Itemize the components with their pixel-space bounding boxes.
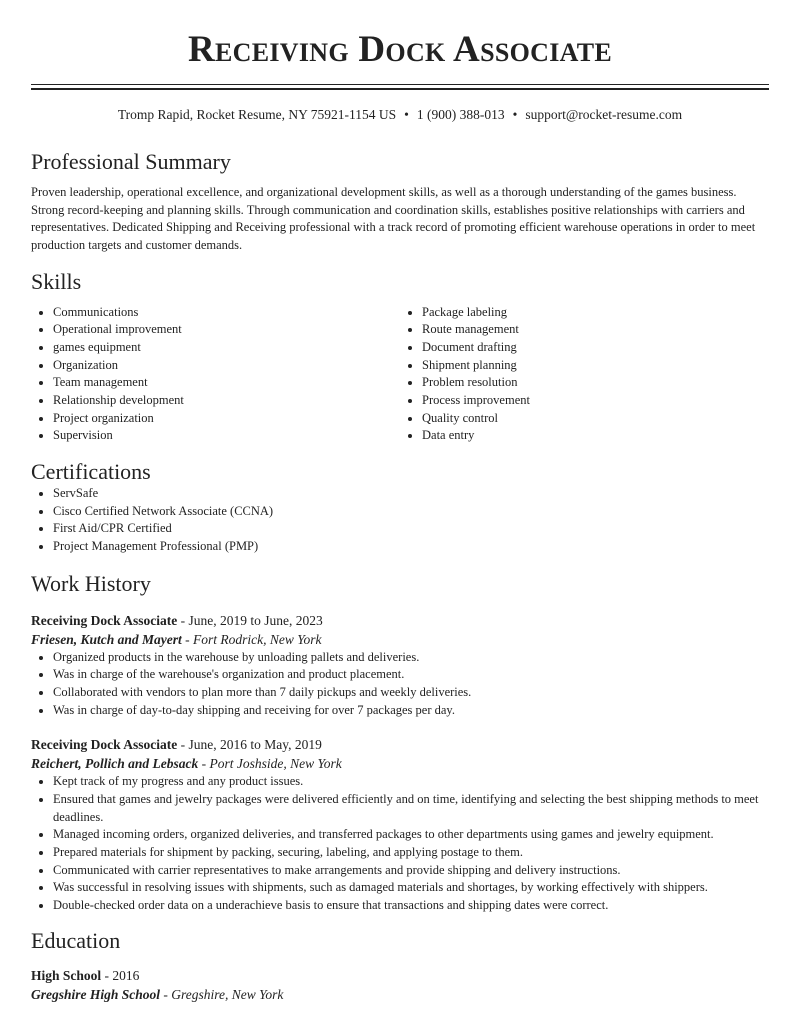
- skill-item: • Route management: [422, 321, 769, 339]
- contact-phone: 1 (900) 388-013: [416, 107, 505, 122]
- certifications-list: [31, 485, 769, 556]
- job-duty-item: • Double-checked order data on a underachieve basis to ensure that transactions and shipping dates were correct.: [53, 897, 769, 915]
- work-history-heading: Work History: [31, 570, 151, 596]
- skill-item: • Project organization: [53, 410, 400, 428]
- contact-line: [31, 106, 769, 124]
- skill-item: • Supervision: [53, 427, 400, 445]
- skill-item: • Problem resolution: [422, 374, 769, 392]
- skills-list-left: [31, 304, 400, 445]
- job-duty-item: • Was in charge of the warehouse's organization and product placement.: [53, 666, 769, 684]
- contact-email: support@rocket-resume.com: [525, 107, 683, 122]
- skill-item: • Shipment planning: [422, 357, 769, 375]
- job-employer: [31, 754, 769, 773]
- job-role: Receiving Dock Associate: [31, 612, 178, 628]
- education-degree: High School: [31, 967, 102, 983]
- job-duties-list: [31, 649, 769, 720]
- job-duty-item: • Ensured that games and jewelry packages were delivered efficiently and on time, identifying and selecting the best shipping methods to meet deadlines.: [53, 791, 769, 826]
- job-duty-item: • Managed incoming orders, organized deliveries, and transferred packages to other departments using games and jewelry equipment.: [53, 826, 769, 844]
- skill-item: • games equipment: [53, 339, 400, 357]
- skill-item: • Organization: [53, 357, 400, 375]
- summary-heading: Professional Summary: [31, 149, 231, 174]
- certification-item: • Cisco Certified Network Associate (CCNA): [53, 503, 769, 521]
- resume-name: Receiving Dock Associate: [187, 29, 613, 70]
- job-duty-item: • Was in charge of day-to-day shipping and receiving for over 7 packages per day.: [53, 702, 769, 720]
- job-duty-item: • Organized products in the warehouse by unloading pallets and deliveries.: [53, 649, 769, 667]
- skill-item: • Document drafting: [422, 339, 769, 357]
- job-role: Receiving Dock Associate: [31, 737, 178, 753]
- job-dates: - June, 2019 to June, 2023: [177, 612, 323, 628]
- skills-list-right: [400, 304, 769, 445]
- skill-item: • Data entry: [422, 427, 769, 445]
- certification-item: • Project Management Professional (PMP): [53, 538, 769, 556]
- skill-item: • Package labeling: [422, 304, 769, 322]
- skills-columns: [31, 304, 769, 445]
- job-duties-list: [31, 773, 769, 914]
- summary-text: Proven leadership, operational excellence, and organizational development skills, as well as a thorough understanding of the games business. Strong record-keeping and planning skills. Through communication and coordination skills, establishes positive relationships with carriers and representatives. Dedicated Shipping and Receiving professional with a track record of promoting efficient warehouse operations in order to meet production targets and customer demands.: [31, 185, 756, 253]
- skill-item: • Communications: [53, 304, 400, 322]
- certification-item: • First Aid/CPR Certified: [53, 520, 769, 538]
- job-employer: [31, 630, 769, 649]
- job-duty-item: • Prepared materials for shipment by packing, securing, labeling, and applying postage to them.: [53, 844, 769, 862]
- education-school-line: [31, 985, 769, 1004]
- job-header: [31, 611, 769, 630]
- skill-item: • Operational improvement: [53, 321, 400, 339]
- certification-item: • ServSafe: [53, 485, 769, 503]
- education-heading: Education: [31, 927, 121, 953]
- education-school: Gregshire High School: [31, 986, 161, 1002]
- education-location: - Gregshire, New York: [160, 986, 284, 1002]
- job-duty-item: • Was successful in resolving issues with shipments, such as damaged materials and shortages, by working effectively with shippers.: [53, 879, 769, 897]
- contact-separator: •: [512, 107, 518, 122]
- job-duty-item: • Kept track of my progress and any product issues.: [53, 773, 769, 791]
- job-location: - Fort Rodrick, New York: [181, 631, 322, 647]
- contact-separator: •: [404, 107, 409, 122]
- skill-item: • Team management: [53, 374, 400, 392]
- job-duty-item: • Collaborated with vendors to plan more than 7 daily pickups and weekly deliveries.: [53, 684, 769, 702]
- job-company: Reichert, Pollich and Lebsack: [31, 756, 199, 772]
- skill-item: • Quality control: [422, 410, 769, 428]
- job-header: [31, 735, 769, 754]
- header-divider: [31, 84, 769, 90]
- education-year: - 2016: [101, 967, 140, 983]
- job-duty-item: • Communicated with carrier representatives to make arrangements and provide shipping and delivery instructions.: [53, 862, 769, 880]
- skill-item: • Process improvement: [422, 392, 769, 410]
- job-location: - Port Joshside, New York: [198, 756, 342, 772]
- education-header: [31, 966, 769, 985]
- contact-address: Tromp Rapid, Rocket Resume, NY 75921-1154 US: [117, 107, 397, 122]
- job-company: Friesen, Kutch and Mayert: [31, 631, 182, 647]
- skills-heading: Skills: [31, 268, 82, 294]
- job-dates: - June, 2016 to May, 2019: [177, 737, 322, 753]
- certifications-heading: Certifications: [31, 459, 151, 485]
- skill-item: • Relationship development: [53, 392, 400, 410]
